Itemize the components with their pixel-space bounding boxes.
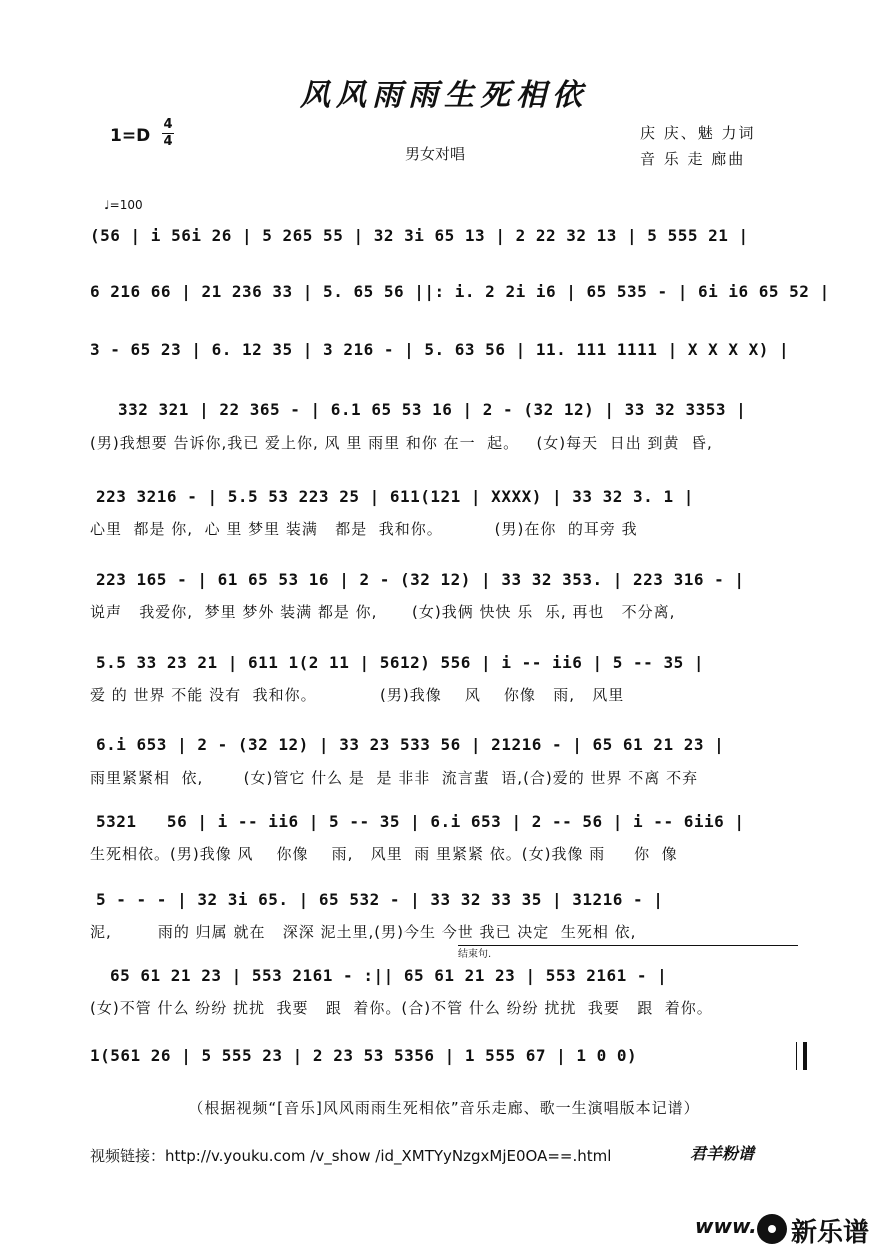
score-line-10: 5 - - - | 32 3i 65. | 65 532 - | 33 32 33 35 | 31216 - | xyxy=(96,890,664,909)
lyricist-credit: 庆 庆、魅 力词 xyxy=(640,124,756,142)
lyric-line-8: 雨里紧紧相 依, (女)管它 什么 是 是 非非 流言蜚 语,(合)爱的 世界 不离 不弃 xyxy=(90,769,699,787)
score-line-3: 3 - 65 23 | 6. 12 35 | 3 216 - | 5. 63 56 | 11. 111 1111 | X X X X) | xyxy=(90,340,790,359)
key-signature: 1=D xyxy=(110,126,151,146)
score-line-1: (56 | i 56i 26 | 5 265 55 | 32 3i 65 13 | 2 22 32 13 | 5 555 21 | xyxy=(90,226,749,245)
video-link: 视频链接：http://v.youku.com /v_show /id_XMTYyNzgxMjE0OA==.html xyxy=(90,1147,612,1165)
time-signature xyxy=(158,118,178,149)
final-barline xyxy=(796,1042,807,1070)
lyric-line-11: (女)不管 什么 纷纷 扰扰 我要 跟 着你。(合)不管 什么 纷纷 扰扰 我要 跟 着你。 xyxy=(90,999,713,1017)
source-note: （根据视频“[音乐]风风雨雨生死相依”音乐走廊、歌一生演唱版本记谱） xyxy=(188,1099,700,1117)
time-signature-bottom: 4 xyxy=(163,134,173,149)
transcriber-stamp: 君羊粉谱 xyxy=(690,1144,755,1163)
credits xyxy=(640,120,756,172)
lyric-line-4: (男)我想要 告诉你,我已 爱上你, 风 里 雨里 和你 在一 起。 (女)每天 日出 到黄 昏, xyxy=(90,434,713,452)
score-line-12: 1(561 26 | 5 555 23 | 2 23 53 5356 | 1 555 67 | 1 0 0) xyxy=(90,1046,638,1065)
composer-credit: 音 乐 走 廊曲 xyxy=(640,150,746,168)
performance-subtitle: 男女对唱 xyxy=(405,145,466,163)
score-line-11: 65 61 21 23 | 553 2161 - :|| 65 61 21 23 | 553 2161 - | xyxy=(110,966,668,985)
score-line-7: 5.5 33 23 21 | 611 1(2 11 | 5612) 556 | i -- ii6 | 5 -- 35 | xyxy=(96,653,704,672)
lyric-line-5: 心里 都是 你, 心 里 梦里 装满 都是 我和你。 (男)在你 的耳旁 我 xyxy=(90,520,638,538)
score-line-2: 6 216 66 | 21 236 33 | 5. 65 56 ||: i. 2 2i i6 | 65 535 - | 6i i6 65 52 | xyxy=(90,282,830,301)
time-signature-top: 4 xyxy=(163,117,173,132)
tempo-marking: ♩=100 xyxy=(104,198,143,212)
record-disc-icon xyxy=(757,1214,787,1244)
ending-label: 结束句. xyxy=(458,949,492,960)
score-line-4: 332 321 | 22 365 - | 6.1 65 53 16 | 2 - (32 12) | 33 32 3353 | xyxy=(118,400,747,419)
lyric-line-6: 说声 我爱你, 梦里 梦外 装满 都是 你, (女)我俩 快快 乐 乐, 再也 不分离, xyxy=(90,603,676,621)
lyric-line-9: 生死相依。(男)我像 风 你像 雨, 风里 雨 里紧紧 依。(女)我像 雨 你 像 xyxy=(90,845,678,863)
score-line-5: 223 3216 - | 5.5 53 223 25 | 611(121 | XXXX) | 33 32 3. 1 | xyxy=(96,487,694,506)
watermark-prefix: www. xyxy=(695,1214,757,1238)
song-title: 风风雨雨生死相依 xyxy=(300,78,588,113)
score-line-6: 223 165 - | 61 65 53 16 | 2 - (32 12) | 33 32 353. | 223 316 - | xyxy=(96,570,745,589)
score-line-9: 5321 56 | i -- ii6 | 5 -- 35 | 6.i 653 | 2 -- 56 | i -- 6ii6 | xyxy=(96,812,745,831)
lyric-line-10: 泥, 雨的 归属 就在 深深 泥土里,(男)今生 今世 我已 决定 生死相 依, xyxy=(90,923,637,941)
watermark-brand: 新乐谱 xyxy=(791,1218,870,1248)
score-line-8: 6.i 653 | 2 - (32 12) | 33 23 533 56 | 21216 - | 65 61 21 23 | xyxy=(96,735,725,754)
ending-bracket xyxy=(458,945,798,946)
lyric-line-7: 爱 的 世界 不能 没有 我和你。 (男)我像 风 你像 雨, 风里 xyxy=(90,686,625,704)
